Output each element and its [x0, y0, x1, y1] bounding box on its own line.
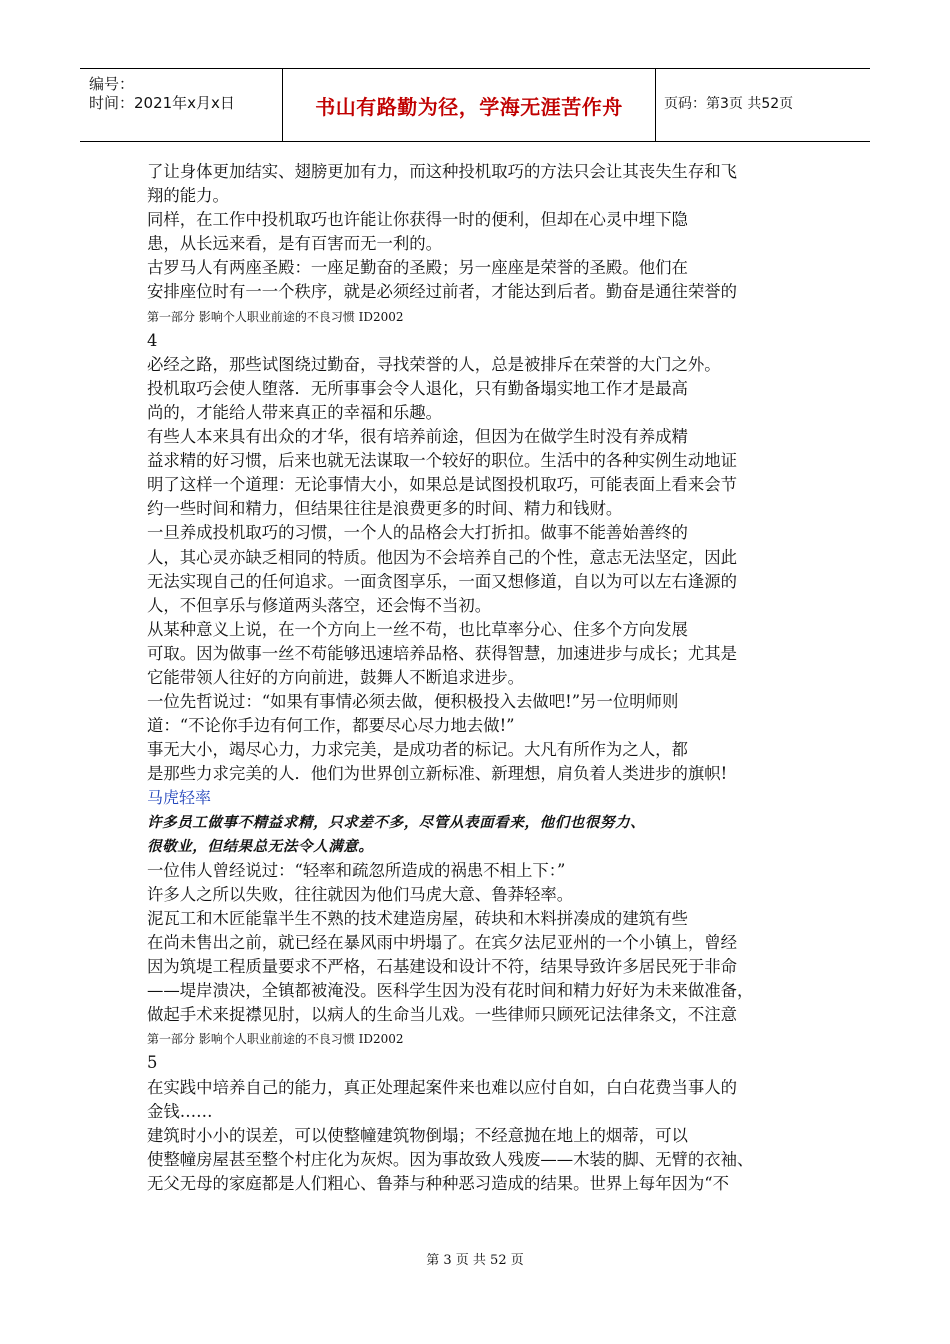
motto: 书山有路勤为径，学海无涯苦作舟 — [315, 95, 623, 119]
emphasis-line: 很敬业，但结果总无法令人满意。 — [147, 837, 374, 855]
text-line: 许多人之所以失败，往往就因为他们马虎大意、鲁莽轻率。 — [147, 884, 574, 904]
text-line: 4 — [147, 330, 158, 350]
text-line: 一旦养成投机取巧的习惯，一个人的品格会大打折扣。做事不能善始善终的 — [147, 523, 688, 543]
header-motto-cell — [283, 69, 656, 141]
header-meta-cell — [80, 69, 283, 141]
text-line: 益求精的好习惯，后来也就无法谋取一个较好的职位。生活中的各种实例生动地证 — [147, 451, 738, 471]
text-line: 人，不但享乐与修道两头落空，还会悔不当初。 — [147, 595, 492, 615]
section-note: 第一部分 影响个人职业前途的不良习惯 ID2002 — [147, 309, 404, 324]
text-line: 患，从长远来看，是有百害而无一利的。 — [147, 234, 443, 254]
page-footer: 第 3 页 共 52 页 — [426, 1253, 524, 1268]
text-line: 有些人本来具有出众的才华，很有培养前途，但因为在做学生时没有养成精 — [147, 427, 688, 447]
text-line: 因为筑堤工程质量要求不严格，石基建设和设计不符，结果导致许多居民死于非命 — [147, 957, 738, 977]
text-line: 金钱…… — [147, 1101, 213, 1121]
text-line: 是那些力求完美的人．他们为世界创立新标准、新理想，肩负着人类进步的旗帜! — [147, 764, 728, 784]
section-heading: 马虎轻率 — [147, 788, 212, 808]
text-line: 尚的，才能给人带来真正的幸福和乐趣。 — [147, 402, 443, 422]
text-line: 在尚未售出之前，就已经在暴风雨中坍塌了。在宾夕法尼亚州的一个小镇上，曾经 — [147, 933, 738, 952]
text-line: ——堤岸溃决，全镇都被淹没。医科学生因为没有花时间和精力好好为未来做准备， — [147, 981, 754, 1001]
text-line: 人，其心灵亦缺乏相同的特质。他因为不会培养自己的个性，意志无法坚定，因此 — [147, 547, 738, 567]
text-line: 道：“不论你手边有何工作，都要尽心尽力地去做!” — [147, 716, 515, 736]
text-line: 必经之路，那些试图绕过勤奋，寻找荣誉的人，总是被排斥在荣誉的大门之外。 — [147, 354, 721, 374]
text-line: 了让身体更加结实、翅膀更加有力，而这种投机取巧的方法只会让其丧失生存和飞 — [147, 162, 738, 181]
text-line: 无法实现自己的任何追求。一面贪图享乐，一面又想修道，自以为可以左右逢源的 — [147, 571, 738, 591]
text-line: 从某种意义上说，在一个方向上一丝不苟，也比草率分心、住多个方向发展 — [147, 619, 688, 639]
text-line: 它能带领人往好的方向前进，鼓舞人不断追求进步。 — [147, 667, 524, 687]
header-page-cell — [656, 69, 870, 141]
text-line: 事无大小，竭尽心力，力求完美，是成功者的标记。大凡有所作为之人，都 — [147, 740, 688, 760]
text-line: 翔的能力。 — [147, 186, 229, 206]
text-line: 泥瓦工和木匠能靠半生不熟的技术建造房屋，砖块和木料拼凑成的建筑有些 — [147, 908, 688, 928]
text-line: 一位先哲说过：“如果有事情必须去做，便积极投入去做吧!”另一位明师则 — [147, 692, 679, 712]
text-line: 约一些时间和精力，但结果往往是浪费更多的时间、精力和钱财。 — [147, 499, 623, 519]
text-line: 建筑时小小的误差，可以使整幢建筑物倒塌；不经意抛在地上的烟蒂，可以 — [147, 1125, 688, 1145]
text-line: 使整幢房屋甚至整个村庄化为灰烬。因为事故致人残废——木装的脚、无臂的衣袖、 — [147, 1149, 754, 1169]
header-table — [80, 68, 870, 142]
document-body — [147, 160, 827, 1196]
text-line: 5 — [147, 1053, 158, 1073]
text-line: 做起手术来捉襟见肘，以病人的生命当儿戏。一些律师只顾死记法律条文，不注意 — [147, 1005, 738, 1025]
text-line: 明了这样一个道理：无论事情大小，如果总是试图投机取巧，可能表面上看来会节 — [147, 475, 738, 495]
emphasis-line: 许多员工做事不精益求精，只求差不多，尽管从表面看来，他们也很努力、 — [147, 813, 646, 831]
section-note: 第一部分 影响个人职业前途的不良习惯 ID2002 — [147, 1032, 404, 1047]
text-line: 同样，在工作中投机取巧也许能让你获得一时的便利，但却在心灵中埋下隐 — [147, 210, 688, 230]
text-line: 古罗马人有两座圣殿：一座足勤奋的圣殿；另一座座是荣誉的圣殿。他们在 — [147, 258, 688, 278]
page-info: 页码：第3页 共52页 — [664, 96, 794, 112]
text-line: 在实践中培养自己的能力，真正处理起案件来也难以应付自如，白白花费当事人的 — [147, 1077, 738, 1097]
text-line: 无父无母的家庭都是人们粗心、鲁莽与种种恶习造成的结果。世界上每年因为“不 — [147, 1173, 730, 1193]
text-line: 可取。因为做事一丝不苟能够迅速培养品格、获得智慧，加速进步与成长；尤其是 — [147, 643, 738, 663]
time-label: 时间：2021年x月x日 — [89, 94, 235, 112]
number-label: 编号： — [89, 75, 135, 93]
text-line: 一位伟人曾经说过：“轻率和疏忽所造成的祸患不相上下：” — [147, 860, 566, 880]
text-line: 投机取巧会使人堕落．无所事事会令人退化，只有勤备塌实地工作才是最高 — [147, 378, 688, 398]
text-line: 安排座位时有一一个秩序，就是必须经过前者，才能达到后者。勤奋是通往荣誉的 — [147, 282, 738, 302]
